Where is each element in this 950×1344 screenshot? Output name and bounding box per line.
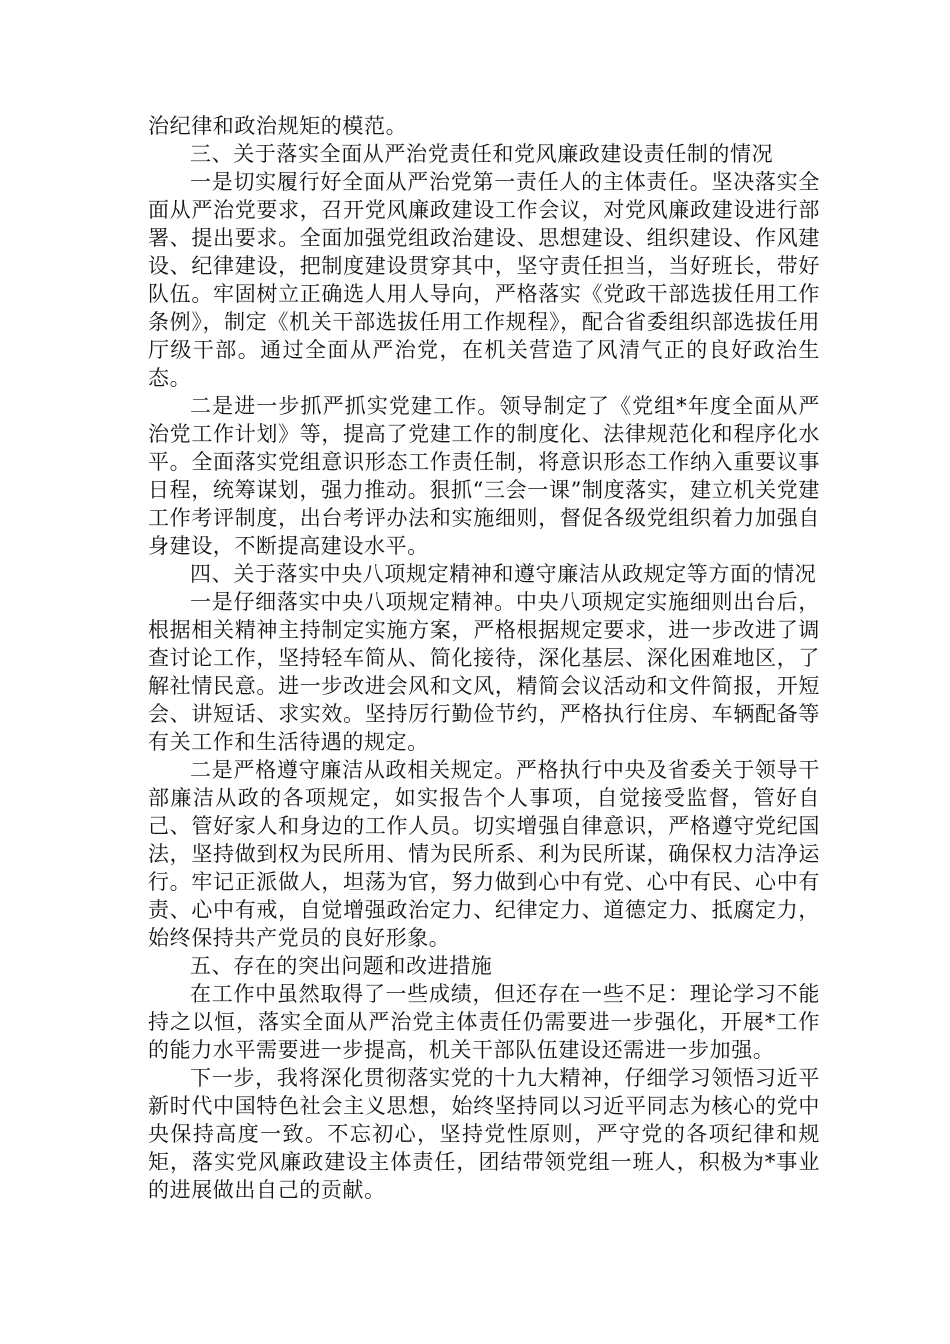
section-heading-3: 三、关于落实全面从严治党责任和党风廉政建设责任制的情况 [190,142,774,166]
section-heading-4: 四、关于落实中央八项规定精神和遵守廉洁从政规定等方面的情况 [190,562,817,586]
section-heading-5: 五、存在的突出问题和改进措施 [190,954,493,978]
document-body [148,112,820,1204]
paragraph: 二是严格遵守廉洁从政相关规定。严格执行中央及省委关于领导干部廉洁从政的各项规定，如实报告个人事项，自觉接受监督，管好自己、管好家人和身边的工作人员。切实增强自律意识，严格遵守党纪国法，坚持做到权为民所用、情为民所系、利为民所谋，确保权力洁净运行。牢记正派做人，坦荡为官，努力做到心中有党、心中有民、心中有责、心中有戒，自觉增强政治定力、纪律定力、道德定力、抵腐定力，始终保持共产党员的良好形象。 [148,758,820,950]
paragraph: 在工作中虽然取得了一些成绩，但还存在一些不足：理论学习不能持之以恒，落实全面从严治党主体责任仍需要进一步强化，开展*工作的能力水平需要进一步提高，机关干部队伍建设还需进一步加强。 [148,982,820,1062]
paragraph: 一是仔细落实中央八项规定精神。中央八项规定实施细则出台后，根据相关精神主持制定实施方案，严格根据规定要求，进一步改进了调查讨论工作，坚持轻车简从、简化接待，深化基层、深化困难地区，了解社情民意。进一步改进会风和文风，精简会议活动和文件简报，开短会、讲短话、求实效。坚持厉行勤俭节约，严格执行住房、车辆配备等有关工作和生活待遇的规定。 [148,590,820,754]
paragraph: 一是切实履行好全面从严治党第一责任人的主体责任。坚决落实全面从严治党要求，召开党风廉政建设工作会议，对党风廉政建设进行部署、提出要求。全面加强党组政治建设、思想建设、组织建设、作风建设、纪律建设，把制度建设贯穿其中，坚守责任担当，当好班长，带好队伍。牢固树立正确选人用人导向，严格落实《党政干部选拔任用工作条例》，制定《机关干部选拔任用工作规程》，配合省委组织部选拔任用厅级干部。通过全面从严治党，在机关营造了风清气正的良好政治生态。 [148,170,820,390]
paragraph: 二是进一步抓严抓实党建工作。领导制定了《党组*年度全面从严治党工作计划》等，提高了党建工作的制度化、法律规范化和程序化水平。全面落实党组意识形态工作责任制，将意识形态工作纳入重要议事日程，统筹谋划，强力推动。狠抓“三会一课”制度落实，建立机关党建工作考评制度，出台考评办法和实施细则，督促各级党组织着力加强自身建设，不断提高建设水平。 [148,394,820,558]
paragraph-continuation: 治纪律和政治规矩的模范。 [148,114,408,138]
paragraph: 下一步，我将深化贯彻落实党的十九大精神，仔细学习领悟习近平新时代中国特色社会主义思想，始终坚持同以习近平同志为核心的党中央保持高度一致。不忘初心，坚持党性原则，严守党的各项纪律和规矩，落实党风廉政建设主体责任，团结带领党组一班人，积极为*事业的进展做出自己的贡献。 [148,1066,820,1202]
